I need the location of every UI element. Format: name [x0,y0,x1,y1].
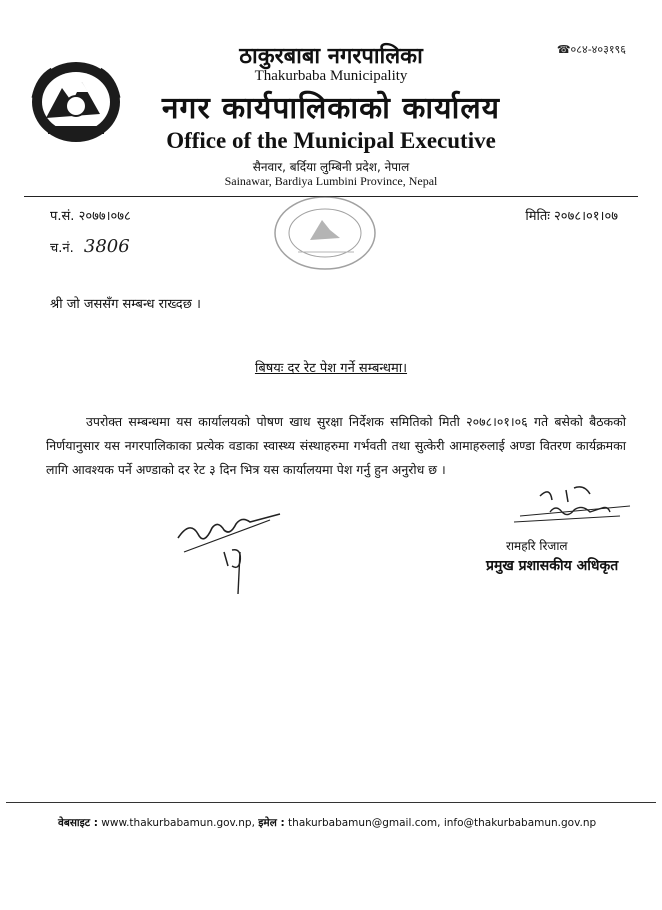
email-addresses[interactable]: thakurbabamun@gmail.com, info@thakurbabamun.gov.np [288,817,597,829]
office-name-nepali: नगर कार्यपालिकाको कार्यालय [161,91,501,126]
website-link[interactable]: www.thakurbabamun.gov.np, [101,817,255,829]
address-nepali: सैनवार, बर्दिया लुम्बिनी प्रदेश, नेपाल [252,160,410,174]
footer-contact [58,816,596,830]
signer-name: रामहरि रिजाल [506,539,568,553]
municipality-name-english: Thakurbaba Municipality [254,68,408,84]
letter-body: उपरोक्त सम्बन्धमा यस कार्यालयको पोषण खाध सुरक्षा निर्देशक समितिको मिती २०७८।०१।०६ गते बसेको बैठकको निर्णयानुसार यस नगरपालिकाका प्रत्येक वडाका स्वास्थ्य संस्थाहरुमा गर्भवती तथा सुत्केरी आमाहरुलाई अण्डा वितरण कार्यक्रमका लागि आवश्यक पर्ने अण्डाको दर रेट ३ दिन भित्र यस कार्यालयमा पेश गर्नु हुन अनुरोध छ । [46,414,626,477]
phone-number: ☎०८४-४०३१९६ [556,43,626,56]
address-english: Sainawar, Bardiya Lumbini Province, Nepal [224,174,438,188]
dispatch-number [50,236,130,257]
office-stamp [270,192,380,274]
handwritten-initials [170,490,290,600]
office-name-english: Office of the Municipal Executive [166,128,496,153]
website-label: वेबसाइट : [58,817,98,829]
subject-text: बिषयः दर रेट पेश गर्ने सम्बन्धमा। [254,361,408,376]
dispatch-value: 3806 [83,236,130,257]
dispatch-label: च.नं. [50,241,74,256]
email-label: इमेल : [258,817,285,829]
subject-line [0,358,662,376]
letter-date: मितिः २०७८।०१।०७ [525,209,618,224]
recipient-line: श्री जो जससँग सम्बन्ध राख्दछ । [50,297,201,312]
signer-title: प्रमुख प्रशासकीय अधिकृत [486,558,619,574]
reference-number: प.सं. २०७७।०७८ [50,209,131,224]
municipality-name-nepali: ठाकुरबाबा नगरपालिका [239,44,423,69]
officer-signature [510,476,640,536]
footer-divider [6,802,656,803]
